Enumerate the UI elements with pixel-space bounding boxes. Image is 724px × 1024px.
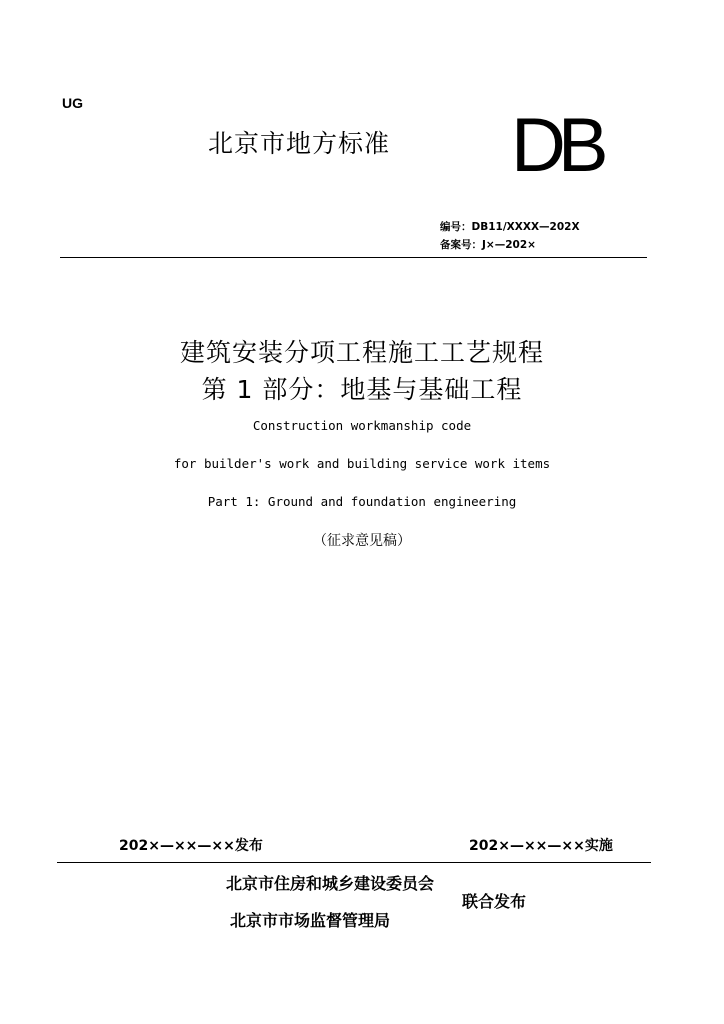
joint-issue-label: 联合发布: [462, 892, 527, 911]
issue-date: 202×—××—××发布: [119, 838, 263, 854]
standard-code: 编号：DB11/XXXX—202X: [440, 221, 580, 233]
implementation-date: 202×—××—××实施: [469, 838, 613, 854]
top-divider: [60, 257, 647, 258]
title-chinese-line1: 建筑安装分项工程施工工艺规程: [179, 338, 544, 367]
title-english-line1: Construction workmanship code: [252, 418, 472, 433]
issuing-organization-1: 北京市住房和城乡建设委员会: [226, 874, 435, 893]
title-chinese-line2: 第 1 部分：地基与基础工程: [201, 375, 523, 404]
draft-status: （征求意见稿）: [313, 533, 411, 549]
standard-name: 北京市地方标准: [208, 129, 391, 158]
db-logo: DB: [511, 103, 601, 188]
title-english-line2: for builder's work and building service work items: [173, 456, 551, 471]
record-number: 备案号：J×—202×: [440, 239, 536, 251]
ug-code: UG: [62, 95, 83, 111]
bottom-divider: [57, 862, 651, 863]
title-english-line3: Part 1: Ground and foundation engineering: [207, 494, 517, 509]
issuing-organization-2: 北京市市场监督管理局: [230, 911, 391, 930]
